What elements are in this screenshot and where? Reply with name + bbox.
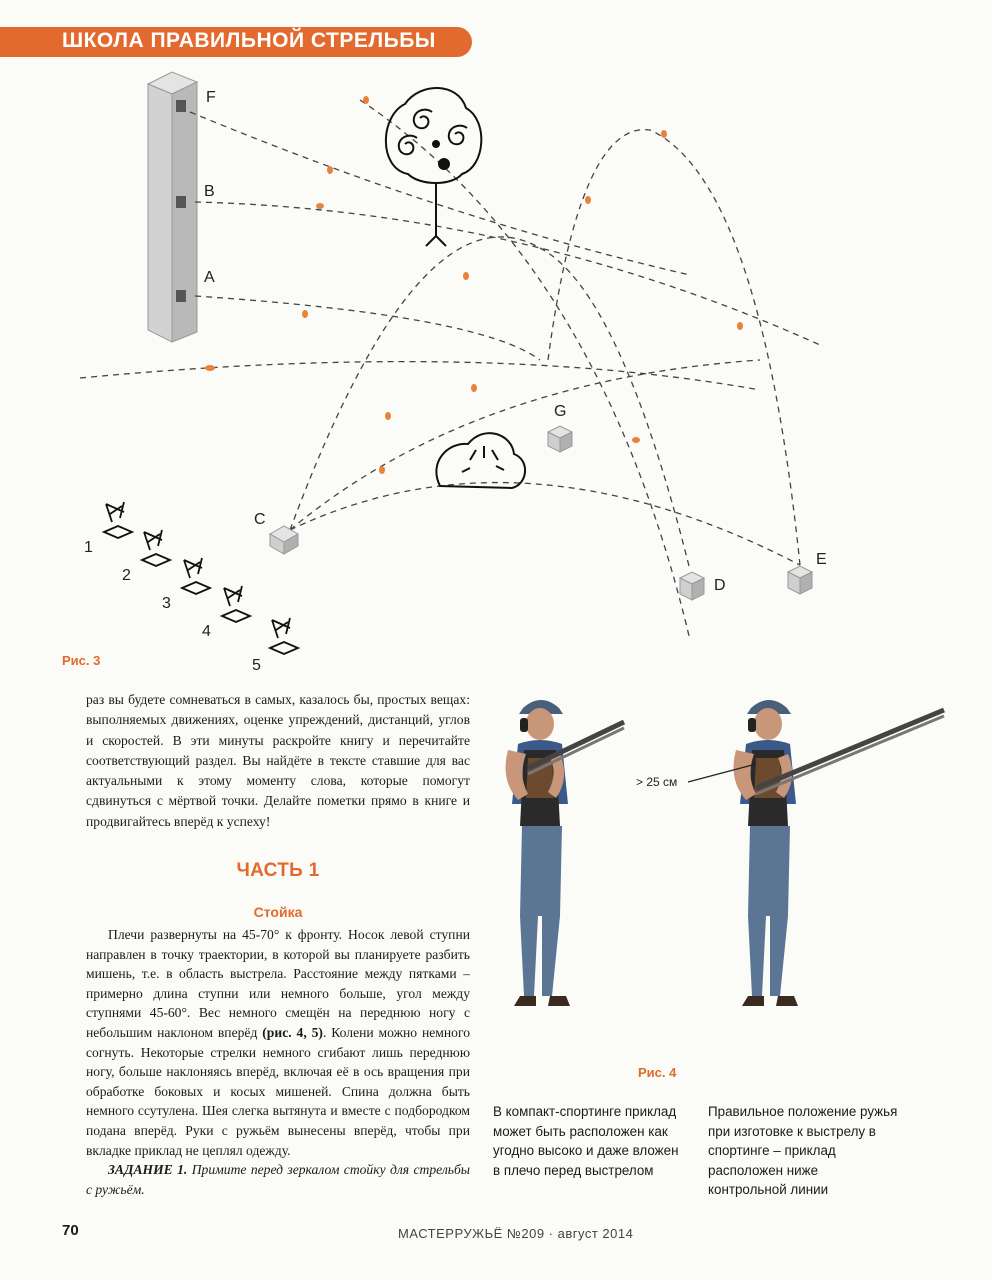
trajectory-d (360, 100, 690, 640)
shooter-right-figure (734, 700, 798, 1006)
trap-label-g: G (554, 403, 567, 420)
trap-label-d: D (714, 577, 726, 594)
trap-house-d (680, 572, 704, 600)
tower-label-a: A (204, 269, 215, 286)
shooting-stations (104, 502, 298, 654)
intro-text: раз вы будете сомневаться в самых, казалось бы, простых вещах: выполняемых движениях, оценке упреждений, дистанций, углов и скоростей. В эти минуты раскройте книгу и перечитайте соответствующий раздел. Вы найдёте в тексте ставшие для вас актуальными к этому моменту слова, которые помогут сдвинуться с мёртвой точки. Делайте пометки прямо в книге и продвигайтесь вперёд к успеху! (86, 692, 470, 829)
trajectory-c-high (290, 237, 690, 570)
trap-house-e (788, 566, 812, 594)
page-number: 70 (62, 1222, 79, 1239)
station-4-icon (222, 586, 250, 622)
tower (148, 72, 197, 342)
station-number-3: 3 (162, 595, 171, 612)
intro-paragraph (86, 690, 470, 832)
station-number-4: 4 (202, 623, 211, 640)
figure-4-photos (488, 688, 908, 1068)
station-5-icon (270, 618, 298, 654)
trajectory-f (190, 112, 690, 275)
trap-label-c: C (254, 511, 266, 528)
station-number-2: 2 (122, 567, 131, 584)
stance-paragraph (86, 925, 470, 1199)
figure-3-caption: Рис. 3 (62, 653, 101, 668)
figure-reference: (рис. 4, 5) (262, 1024, 323, 1040)
trajectory-a (195, 296, 540, 360)
tower-label-b: B (204, 183, 215, 200)
note-compact-sporting: В компакт-спортинге приклад может быть расположен как угодно высоко и даже вложен в плечо перед выстрелом (493, 1104, 679, 1178)
trajectory-c-mid (290, 360, 760, 530)
tower-label-f: F (206, 89, 216, 106)
bush-icon (436, 433, 525, 488)
magazine-footer: МАСТЕРРУЖЬЁ №209 · август 2014 (398, 1226, 634, 1241)
section-header-title: ШКОЛА ПРАВИЛЬНОЙ СТРЕЛЬБЫ (62, 29, 436, 52)
trajectory-b (195, 202, 820, 345)
stance-text-start: Плечи развернуты на 45-70° к фронту. Носок левой ступни направлен в точку траектории, в которой вы планируете разбить мишень, т.е. в область выстрела. Расстояние между пятками – примерно длина ступни или немного больше, угол между ступнями 45-60°. Вес немного смещён на переднюю ногу с небольшим наклоном вперёд (86, 927, 470, 1040)
distance-label: > 25 см (636, 775, 678, 789)
trap-house-g (548, 426, 572, 452)
shooter-left-figure (506, 700, 570, 1006)
station-1-icon (104, 502, 132, 538)
station-2-icon (142, 530, 170, 566)
tree-icon (386, 88, 481, 246)
figure-4-caption: Рис. 4 (638, 1065, 677, 1080)
trajectory-e (548, 130, 800, 565)
clay-targets (205, 96, 743, 474)
task-text: Примите перед зеркалом стойку для стрельбы с ружьём. (86, 1162, 471, 1197)
trajectory-cross (80, 362, 760, 390)
section-title: Стойка (253, 904, 303, 920)
note-sporting: Правильное положение ружья при изготовке к выстрелу в спортинге – приклад расположен ниже контрольной линии (708, 1104, 898, 1197)
part-title: ЧАСТЬ 1 (236, 860, 320, 881)
trajectory-c-low (290, 483, 800, 565)
stance-text-end: . Колени можно немного согнуть. Некоторые стрелки немного сгибают лишь переднюю ногу, больше наклоняясь вперёд, включая её в ось вращения при обработке боковых и косых мишеней. Спина должна быть немного ссутулена. Шея слегка вытянута и вместе с подбородком подана вперёд. Руки с ружьём вынесены вперёд, чтобы при вкладке приклад не цеплял одежду. (86, 1024, 471, 1158)
trap-label-e: E (816, 551, 827, 568)
station-number-5: 5 (252, 657, 261, 674)
station-number-1: 1 (84, 539, 93, 556)
station-3-icon (182, 558, 210, 594)
trap-house-c (270, 526, 298, 554)
task-label: ЗАДАНИЕ 1. (108, 1162, 188, 1178)
